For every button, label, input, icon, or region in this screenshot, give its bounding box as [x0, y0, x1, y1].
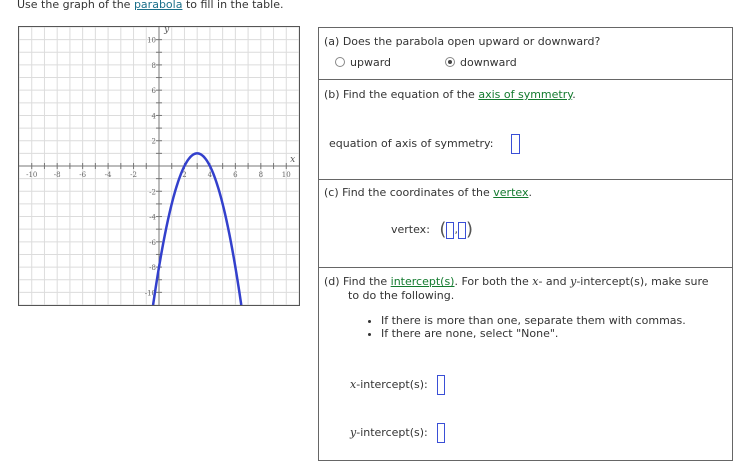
list-item: • If there is more than one, separate them with commas.	[381, 314, 686, 327]
y-tick-label: -2	[149, 188, 156, 197]
question-c: (c) Find the coordinates of the vertex.	[324, 186, 532, 199]
x-tick-label: 6	[233, 171, 238, 179]
x-tick-label: -10	[26, 171, 38, 179]
option-downward[interactable]: downward	[445, 56, 517, 69]
question-a: (a) Does the parabola open upward or downward?	[324, 35, 601, 48]
list-item: • If there are none, select "None".	[381, 327, 686, 340]
y-tick-label: 2	[151, 137, 156, 146]
parabola-link[interactable]: parabola	[133, 0, 183, 11]
y-tick-label: -4	[149, 213, 156, 222]
y-tick-label: -10	[144, 289, 156, 298]
vertex-link[interactable]: vertex	[493, 186, 529, 199]
x-tick-label: 2	[182, 171, 187, 179]
intercepts-link[interactable]: intercept(s)	[390, 275, 455, 288]
section-b	[319, 80, 732, 180]
y-tick-label: -6	[149, 238, 156, 247]
y-tick-label: 8	[151, 61, 156, 70]
y-tick-label: -8	[149, 264, 156, 273]
tick-labels	[26, 37, 291, 298]
y-tick-label: 4	[151, 112, 156, 121]
y-tick-label: 6	[151, 87, 156, 96]
x-tick-label: -6	[79, 171, 87, 179]
y-intercepts-label: -intercept(s):	[356, 426, 428, 439]
axis-field-row	[329, 134, 520, 154]
vertex-paren: ( , )	[439, 219, 473, 240]
x-axis-label: x	[290, 155, 296, 165]
radio-downward[interactable]	[445, 57, 455, 67]
x-tick-label: -2	[130, 171, 137, 179]
x-tick-label: -4	[104, 171, 112, 179]
vertex-field-row	[391, 221, 473, 239]
instruction-text: Use the graph of the parabola to fill in the table.	[17, 0, 284, 11]
section-a	[319, 28, 732, 80]
section-d	[319, 268, 732, 462]
section-c	[319, 180, 732, 268]
x-intercepts-label: -intercept(s):	[356, 378, 428, 391]
x-tick-label: -8	[53, 171, 61, 179]
y-tick-label: 10	[147, 36, 156, 45]
axis-of-symmetry-input[interactable]	[511, 134, 520, 154]
radio-upward[interactable]	[335, 57, 345, 67]
option-upward[interactable]: upward	[335, 56, 391, 69]
y-intercepts-row: y-intercept(s):	[350, 423, 445, 443]
parabola-graph	[18, 26, 300, 306]
x-intercepts-input[interactable]	[437, 375, 445, 395]
x-tick-label: 8	[258, 171, 264, 179]
vertex-field-label: vertex:	[391, 223, 430, 236]
y-axis-label: y	[164, 27, 170, 36]
instructions-list	[365, 314, 686, 340]
axis-field-label: equation of axis of symmetry:	[329, 137, 494, 150]
graph-canvas	[19, 27, 299, 305]
x-intercepts-row: x-intercept(s):	[350, 375, 445, 395]
x-tick-label: 10	[281, 171, 291, 179]
y-intercepts-input[interactable]	[437, 423, 445, 443]
question-b: (b) Find the equation of the axis of symmetry.	[324, 88, 576, 101]
x-tick-label: 4	[207, 171, 213, 179]
answer-table	[318, 27, 733, 461]
axis-of-symmetry-link[interactable]: axis of symmetry	[478, 88, 573, 101]
vertex-y-input[interactable]	[458, 222, 466, 239]
question-d: (d) Find the intercept(s). For both the x- and y-intercept(s), make sure to do the following.	[324, 275, 709, 302]
